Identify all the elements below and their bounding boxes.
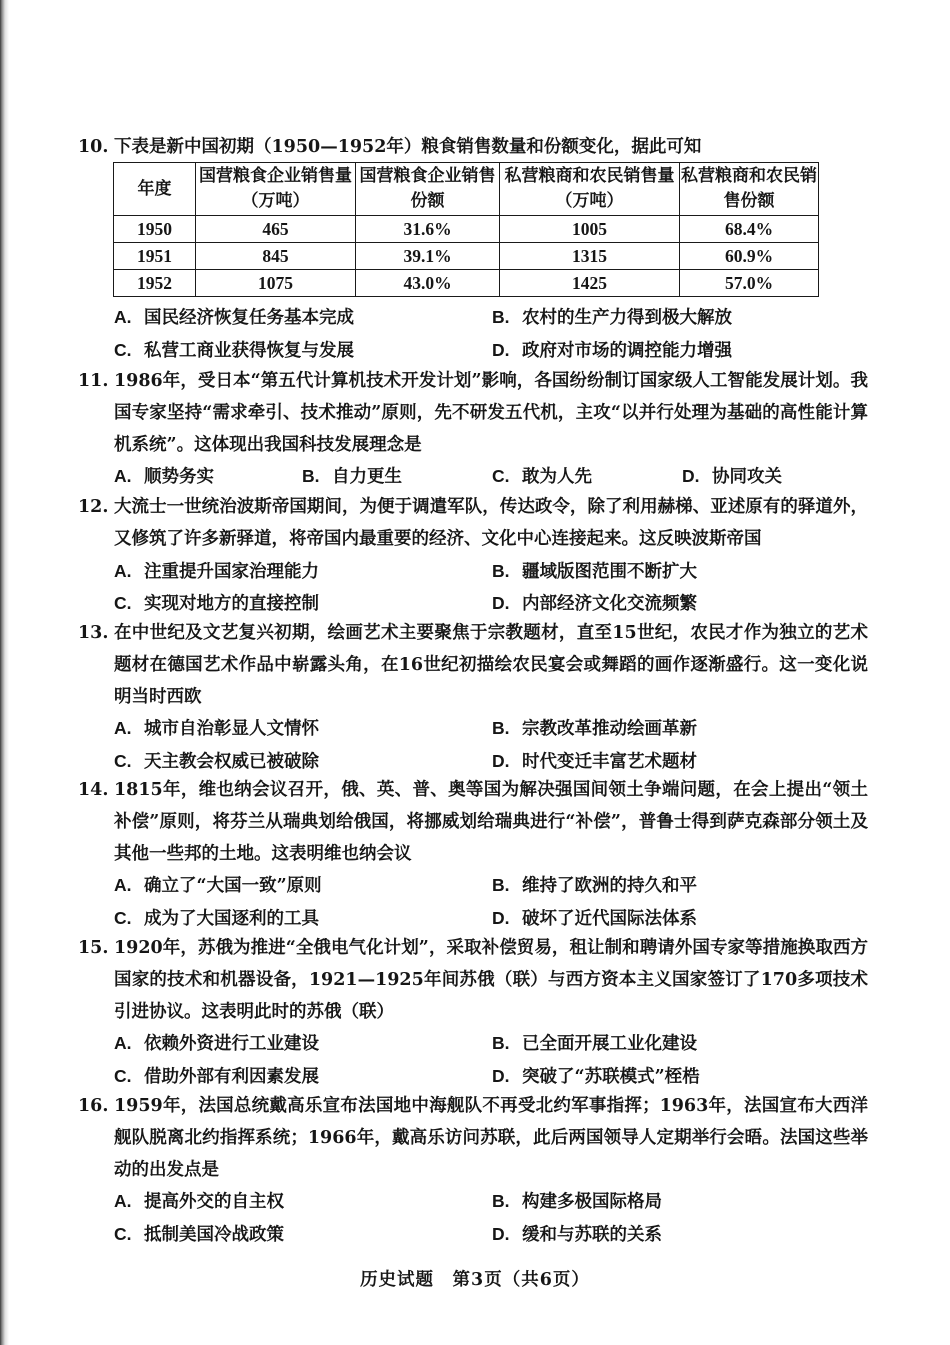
table-cell: 465 — [196, 216, 356, 243]
question-text: 1959年，法国总统戴高乐宣布法国地中海舰队不再受北约军事指挥；1963年，法国宣布大西洋舰队脱离北约指挥系统；1966年，戴高乐访问苏联，此后两国领导人定期举行会晤。法国这些举动的出发点是 — [114, 1096, 868, 1180]
option-b: B. 农村的生产力得到极大解放 — [492, 307, 732, 328]
question-number: 16. — [78, 1096, 109, 1116]
grain-sales-table — [113, 162, 819, 297]
options-list — [114, 556, 868, 622]
question-stem — [78, 1091, 868, 1186]
option-a: A. 顺势务实 — [114, 466, 214, 488]
table-cell: 1950 — [114, 216, 196, 243]
option-b: B. 构建多极国际格局 — [492, 1191, 662, 1213]
table-cell: 1315 — [500, 243, 680, 270]
table-cell: 845 — [196, 243, 356, 270]
question-number: 15. — [78, 938, 109, 958]
table-cell: 1075 — [196, 270, 356, 297]
question-15 — [78, 933, 868, 1094]
option-d: D. 政府对市场的调控能力增强 — [492, 339, 732, 361]
question-text: 在中世纪及文艺复兴初期，绘画艺术主要聚焦于宗教题材，直至15世纪，农民才作为独立的艺术题材在德国艺术作品中崭露头角，在16世纪初描绘农民宴会或舞蹈的画作逐渐盛行。这一变化说明当时西欧 — [114, 623, 868, 707]
table-cell: 60.9% — [680, 243, 819, 270]
option-b: B. 自力更生 — [302, 466, 402, 488]
question-stem — [78, 933, 868, 1028]
table-header-cell: 私营粮商和农民销售量（万吨） — [500, 163, 680, 216]
option-c: C. 成为了大国逐利的工具 — [114, 908, 319, 930]
table-cell: 43.0% — [356, 270, 500, 297]
table-cell: 39.1% — [356, 243, 500, 270]
question-number: 10. — [78, 137, 109, 157]
options-list — [114, 713, 868, 779]
page-footer: 历史试题 第3页（共6页） — [360, 1270, 590, 1290]
table-cell: 31.6% — [356, 216, 500, 243]
question-stem — [78, 775, 868, 870]
table-cell: 1005 — [500, 216, 680, 243]
question-11 — [78, 366, 868, 494]
option-a: A. 国民经济恢复任务基本完成 — [114, 307, 354, 328]
options-list — [114, 870, 868, 936]
option-d: D. 破坏了近代国际法体系 — [492, 908, 697, 930]
question-text: 大流士一世统治波斯帝国期间，为便于调遣军队，传达政令，除了利用赫梯、亚述原有的驿道外，又修筑了许多新驿道，将帝国内最重要的经济、文化中心连接起来。这反映波斯帝国 — [114, 497, 868, 549]
question-16 — [78, 1091, 868, 1252]
option-b: B. 维持了欧洲的持久和平 — [492, 875, 697, 897]
options-list — [114, 1186, 868, 1252]
option-c: C. 实现对地方的直接控制 — [114, 593, 319, 615]
option-d: D. 时代变迁丰富艺术题材 — [492, 751, 697, 773]
option-d: D. 缓和与苏联的关系 — [492, 1224, 662, 1246]
option-a: A. 城市自治彰显人文情怀 — [114, 718, 319, 740]
option-d: D. 协同攻关 — [682, 466, 782, 488]
question-text: 1986年，受日本“第五代计算机技术开发计划”影响，各国纷纷制订国家级人工智能发展计划。我国专家坚持“需求牵引、技术推动”原则，先不研发五代机，主攻“以并行处理为基础的高性能计算机系统”。这体现出我国科技发展理念是 — [114, 371, 868, 455]
option-a: A. 依赖外资进行工业建设 — [114, 1033, 319, 1055]
table-header-cell: 国营粮食企业销售份额 — [356, 163, 500, 216]
question-13 — [78, 618, 868, 779]
table-header-cell: 国营粮食企业销售量（万吨） — [196, 163, 356, 216]
option-d: D. 内部经济文化交流频繁 — [492, 593, 697, 615]
question-text: 下表是新中国初期（1950—1952年）粮食销售数量和份额变化，据此可知 — [114, 137, 702, 157]
table-row — [114, 270, 819, 297]
question-text: 1815年，维也纳会议召开，俄、英、普、奥等国为解决强国间领土争端问题，在会上提出“领土补偿”原则，将芬兰从瑞典划给俄国，将挪威划给瑞典进行“补偿”，普鲁士得到萨克森部分领土及其他一些邦的土地。这表明维也纳会议 — [114, 780, 868, 864]
question-number: 12. — [78, 497, 109, 517]
option-c: C. 天主教会权威已被破除 — [114, 751, 319, 773]
option-c: C. 私营工商业获得恢复与发展 — [114, 339, 354, 361]
option-a: A. 确立了“大国一致”原则 — [114, 875, 322, 897]
table-row — [114, 243, 819, 270]
option-d: D. 突破了“苏联模式”桎梏 — [492, 1066, 700, 1088]
table-cell: 1952 — [114, 270, 196, 297]
table-header-cell: 私营粮商和农民销售份额 — [680, 163, 819, 216]
option-b: B. 已全面开展工业化建设 — [492, 1033, 697, 1055]
option-c: C. 敢为人先 — [492, 466, 592, 488]
question-number: 11. — [78, 371, 109, 391]
option-b: B. 宗教改革推动绘画革新 — [492, 718, 697, 740]
options-list — [114, 1028, 868, 1094]
option-b: B. 疆域版图范围不断扩大 — [492, 560, 697, 582]
question-12 — [78, 492, 868, 621]
options-list — [114, 302, 868, 368]
option-a: A. 提高外交的自主权 — [114, 1191, 284, 1213]
option-a: A. 注重提升国家治理能力 — [114, 560, 319, 582]
question-stem — [78, 492, 868, 556]
question-10-options — [78, 302, 868, 368]
question-number: 13. — [78, 623, 109, 643]
question-stem — [78, 618, 868, 713]
question-14 — [78, 775, 868, 936]
options-list — [114, 461, 868, 494]
table-cell: 68.4% — [680, 216, 819, 243]
table-cell: 57.0% — [680, 270, 819, 297]
question-number: 14. — [78, 780, 109, 800]
question-stem — [78, 366, 868, 461]
option-c: C. 借助外部有利因素发展 — [114, 1066, 319, 1088]
table-cell: 1951 — [114, 243, 196, 270]
table-row — [114, 216, 819, 243]
option-c: C. 抵制美国冷战政策 — [114, 1224, 284, 1246]
question-10 — [78, 132, 868, 164]
question-text: 1920年，苏俄为推进“全俄电气化计划”，采取补偿贸易，租让制和聘请外国专家等措施换取西方国家的技术和机器设备，1921—1925年间苏俄（联）与西方资本主义国家签订了170多项技术引进协议。这表明此时的苏俄（联） — [114, 938, 868, 1022]
table-header-cell: 年度 — [114, 163, 196, 216]
question-stem — [78, 132, 868, 164]
table-cell: 1425 — [500, 270, 680, 297]
table-header-row — [114, 163, 819, 216]
